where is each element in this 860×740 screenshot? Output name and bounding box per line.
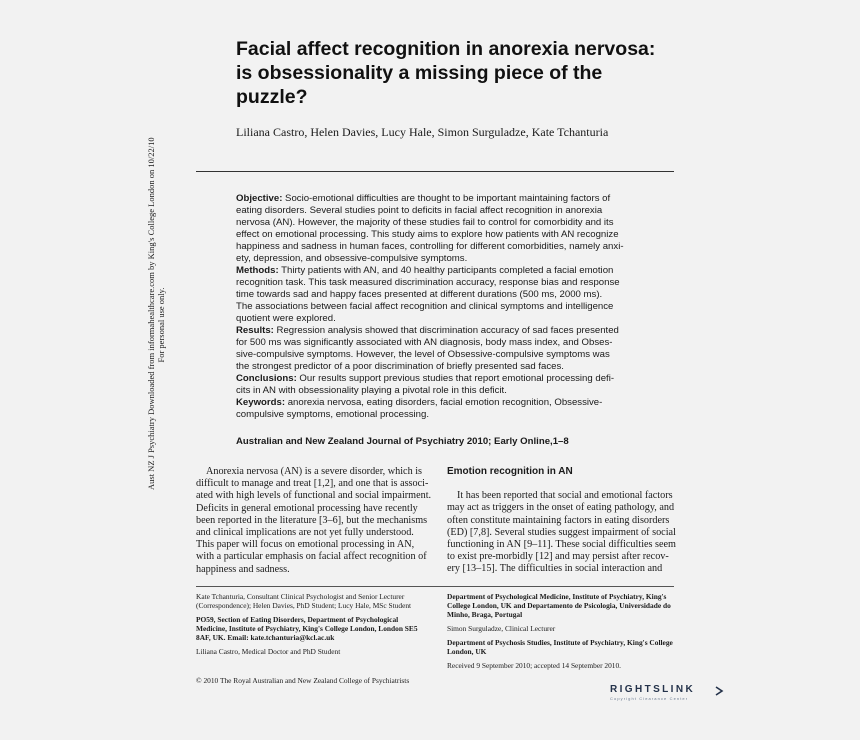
footnote: Department of Psychosis Studies, Institute of Psychiatry, King's College London, UK — [447, 638, 673, 656]
download-notice-line: Aust NZ J Psychiatry Downloaded from informahealthcare.com by King's College London on 10/22/10 — [146, 137, 156, 490]
body-line: ery [13–15]. The difficulties in social interaction and — [447, 563, 663, 575]
body-line: been reported in the literature [3–6], but the mechanisms — [196, 514, 428, 526]
author-list: Liliana Castro, Helen Davies, Lucy Hale, Simon Surguladze, Kate Tchanturia — [236, 125, 609, 139]
results-label: Results: — [236, 325, 274, 336]
abstract-line: cits in AN with obsessionality playing a pivotal role in this deficit. — [236, 385, 507, 396]
body-line: Deficits in general emotional processing have recently — [196, 502, 418, 514]
body-line: happiness and sadness. — [196, 563, 290, 575]
body-line: and clinical implications are not yet fully understood. — [196, 527, 414, 539]
abstract-line: Objective: Socio-emotional difficulties are thought to be important maintaining factors of — [236, 193, 611, 204]
download-notice — [131, 137, 166, 490]
footnote: Liliana Castro, Medical Doctor and PhD Student — [196, 647, 341, 656]
footnotes-left — [196, 592, 424, 661]
body-line: Anorexia nervosa (AN) is a severe disorder, which is — [206, 466, 423, 477]
abstract-line: Methods: Thirty patients with AN, and 40 healthy participants completed a facial emotion — [236, 265, 614, 276]
abstract-line: sive-compulsive symptoms. However, the level of Obsessive-compulsive symptoms was — [236, 349, 610, 360]
abstract-line: Results: Regression analysis showed that discrimination accuracy of sad faces presented — [236, 325, 619, 336]
title-line: is obsessionality a missing piece of the — [236, 62, 603, 84]
body-line: It has been reported that social and emotional factors — [457, 490, 673, 502]
footnote: Simon Surguladze, Clinical Lecturer — [447, 624, 556, 633]
body-column-right — [447, 466, 674, 576]
arrow-icon — [714, 686, 724, 696]
abstract — [236, 193, 632, 421]
logo-tagline: Copyright Clearance Center — [610, 696, 689, 701]
abstract-line: The associations between facial affect recognition and clinical symptoms and intelligence — [236, 301, 614, 312]
abstract-line: Conclusions: Our results support previous studies that report emotional processing defi- — [236, 373, 615, 384]
abstract-line: recognition task. This task measured discrimination accuracy, response bias and response — [236, 277, 620, 288]
body-line: with a particular emphasis on facial affect recognition of — [196, 551, 427, 563]
abstract-line: effect on emotional processing. This study aims to explore how patients with AN recognize — [236, 229, 619, 240]
title-line: Facial affect recognition in anorexia nervosa: — [236, 38, 656, 60]
footnote: PO59, Section of Eating Disorders, Department of Psychological Medicine, Institute of Psychiatry, King's College London, London SE5 8AF, UK. Email: kate.tchanturia@kcl.ac.uk — [196, 615, 418, 642]
copyright-notice: © 2010 The Royal Australian and New Zealand College of Psychiatrists — [196, 676, 410, 685]
rightslink-logo[interactable] — [610, 684, 725, 704]
title-line: puzzle? — [236, 86, 308, 108]
footnote-divider — [196, 586, 674, 587]
footnotes-right — [447, 592, 675, 675]
section-heading: Emotion recognition in AN — [447, 466, 573, 477]
footnote: Department of Psychological Medicine, Institute of Psychiatry, King's College London, UK and Departamento de Psicologia, Universidade do Minho, Braga, Portugal — [447, 592, 671, 619]
footnote: Received 9 September 2010; accepted 14 September 2010. — [447, 661, 622, 670]
keywords-label: Keywords: — [236, 397, 286, 408]
logo-wordmark: RIGHTSLINK — [610, 684, 696, 695]
abstract-line: nervosa (AN). However, the majority of these studies fail to control for comorbidity and its — [236, 217, 614, 228]
abstract-line: ety, depression, and obsessive-compulsive symptoms. — [236, 253, 468, 264]
body-line: (ED) [7,8]. Several studies suggest impairment of social — [447, 526, 676, 538]
abstract-line: quotient were explored. — [236, 313, 336, 324]
body-line: functioning in AN [9–11]. These social difficulties seem — [447, 539, 676, 551]
body-line: difficult to manage and treat [1,2], and one that is associ- — [196, 478, 429, 490]
objective-label: Objective: — [236, 193, 283, 204]
journal-citation: Australian and New Zealand Journal of Psychiatry 2010; Early Online,1–8 — [236, 436, 569, 447]
abstract-line: time towards sad and happy faces presented at different durations (500 ms, 2000 ms). — [236, 289, 603, 300]
body-line: often constitute maintaining factors in eating disorders — [447, 514, 670, 526]
conclusions-label: Conclusions: — [236, 373, 297, 384]
methods-label: Methods: — [236, 265, 279, 276]
body-line: ated with high levels of functional and social impairment. — [196, 490, 432, 502]
footnote: Kate Tchanturia, Consultant Clinical Psychologist and Senior Lecturer (Correspondence); Helen Davies, PhD Student; Lucy Hale, MSc Student — [196, 592, 412, 610]
body-column-left — [196, 466, 432, 576]
abstract-line: eating disorders. Several studies point to deficits in facial affect recognition in anorexia — [236, 205, 603, 216]
abstract-line: compulsive symptoms, emotional processing. — [236, 409, 430, 420]
abstract-divider — [196, 171, 674, 172]
body-line: This paper will focus on emotional processing in AN, — [196, 539, 415, 551]
abstract-line: Keywords: anorexia nervosa, eating disorders, facial emotion recognition, Obsessive- — [236, 397, 603, 408]
body-line: to exist pre-morbidly [12] and may persist after recov- — [447, 551, 669, 563]
body-line: may act as triggers in the onset of eating pathology, and — [447, 502, 675, 514]
abstract-line: the strongest predictor of a poor discrimination of briefly presented sad faces. — [236, 361, 564, 372]
download-notice-line: For personal use only. — [156, 287, 166, 363]
article-title — [236, 37, 656, 109]
abstract-line: for 500 ms was significantly associated with AN diagnosis, body mass index, and Obses- — [236, 337, 613, 348]
abstract-line: happiness and sadness in human faces, controlling for different comorbidities, namely anxi- — [236, 241, 624, 252]
